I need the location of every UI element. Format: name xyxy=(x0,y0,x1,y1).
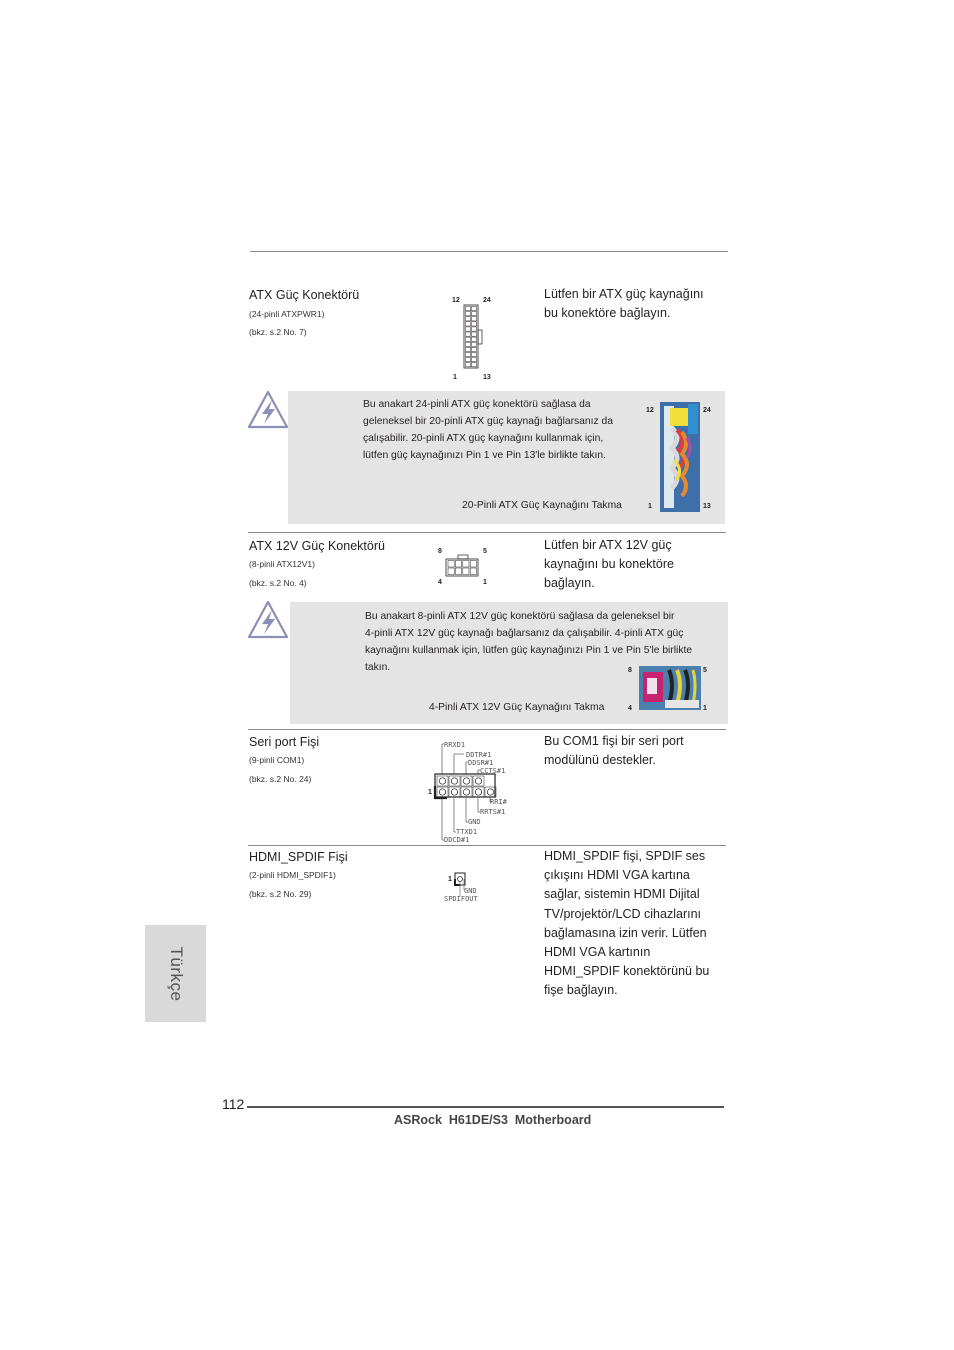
signal-gnd: GND xyxy=(468,818,481,826)
note-line: lütfen güç kaynağınızı Pin 1 ve Pin 13'le birlikte takın. xyxy=(363,450,606,461)
atx-power-description xyxy=(544,285,704,323)
atx-power-subtitle: (24-pinli ATXPWR1) xyxy=(249,309,325,319)
atx-note-text xyxy=(363,396,653,464)
com1-9pin-header-diagram xyxy=(428,738,518,842)
connector-pin xyxy=(472,317,477,321)
connector-pin xyxy=(455,568,461,575)
atx12v-8pin-connector-diagram xyxy=(434,544,494,588)
hdmi-spdif-description xyxy=(544,847,709,1001)
photo-pin-label-1: 1 xyxy=(703,705,707,712)
desc-line: HDMI_SPDIF fişi, SPDIF ses xyxy=(544,849,706,863)
signal-rrts1: RRTS#1 xyxy=(480,808,506,816)
product-name: ASRock H61DE/S3 Motherboard xyxy=(394,1113,592,1127)
connector-pin xyxy=(472,307,477,311)
atx12v-4pin-installation-photo xyxy=(625,662,715,714)
atx-power-reference: (bkz. s.2 No. 7) xyxy=(249,327,307,337)
atx12v-note-caption: 4-Pinli ATX 12V Güç Kaynağını Takma xyxy=(429,702,605,713)
desc-line: fişe bağlayın. xyxy=(544,983,618,998)
desc-line: Lütfen bir ATX güç kaynağını xyxy=(544,287,704,301)
pin-label-8: 8 xyxy=(438,548,442,555)
signal-ddsr1: DDSR#1 xyxy=(468,759,494,767)
connector-pin xyxy=(466,358,471,362)
note-line: çalışabilir. 20-pinli ATX güç kaynağını kullanmak için, xyxy=(363,433,604,444)
connector-pin xyxy=(466,363,471,367)
connector-pin xyxy=(466,342,471,346)
connector-pin-hole xyxy=(463,789,469,795)
atx12v-reference: (bkz. s.2 No. 4) xyxy=(249,578,307,588)
connector-pin xyxy=(466,317,471,321)
photo-pin-label-5: 5 xyxy=(703,667,707,674)
pin-label-1: 1 xyxy=(453,374,457,381)
desc-line: Bu COM1 fişi bir seri port xyxy=(544,734,684,748)
divider xyxy=(248,532,726,533)
note-line: takın. xyxy=(365,662,391,673)
atx-24pin-connector-diagram xyxy=(448,292,498,382)
connector-pin xyxy=(466,352,471,356)
serial-port-description xyxy=(544,732,684,770)
connector-pin xyxy=(472,322,477,326)
desc-line: Lütfen bir ATX 12V güç xyxy=(544,538,672,552)
connector-pin xyxy=(463,568,469,575)
language-tab xyxy=(145,925,206,1022)
desc-line: HDMI_SPDIF konektörünü bu xyxy=(544,964,710,979)
divider xyxy=(248,729,726,730)
connector-pin xyxy=(470,568,476,575)
hdmi-spdif-subtitle: (2-pinli HDMI_SPDIF1) xyxy=(249,870,336,880)
serial-port-title: Seri port Fişi xyxy=(249,735,320,749)
pin-label-1: 1 xyxy=(448,876,452,883)
connector-pin xyxy=(472,358,477,362)
photo-pin-label-8: 8 xyxy=(628,667,632,674)
pin-label-13: 13 xyxy=(483,374,491,381)
photo-pin-label-4: 4 xyxy=(628,705,632,712)
connector-pin-hole xyxy=(439,778,445,784)
connector-pin-hole xyxy=(451,778,457,784)
connector-pin xyxy=(448,568,454,575)
connector-pin xyxy=(466,312,471,316)
serial-port-subtitle: (9-pinli COM1) xyxy=(249,755,305,765)
note-line: Bu anakart 24-pinli ATX güç konektörü sağlasa da xyxy=(363,399,591,410)
connector-pin xyxy=(448,561,454,568)
connector-pin xyxy=(466,337,471,341)
atx-20pin-installation-photo xyxy=(644,398,716,516)
note-line: geleneksel bir 20-pinli ATX güç kaynağı bağlarsanız da xyxy=(363,416,613,427)
signal-rrxd1: RRXD1 xyxy=(444,741,466,749)
warning-icon xyxy=(247,600,289,640)
language-tab-label: Türkçe xyxy=(166,946,186,1001)
divider xyxy=(248,845,726,846)
connector-pin xyxy=(466,347,471,351)
signal-ddtr1: DDTR#1 xyxy=(466,751,492,759)
desc-line: HDMI VGA kartının xyxy=(544,945,651,960)
connector-pin xyxy=(472,337,477,341)
connector-pin xyxy=(466,322,471,326)
connector-pin xyxy=(472,327,477,331)
connector-pin-hole xyxy=(451,789,457,795)
hdmi-spdif-reference: (bkz. s.2 No. 29) xyxy=(249,889,312,899)
hdmi-spdif-title: HDMI_SPDIF Fişi xyxy=(249,850,348,864)
signal-ddcd1: DDCD#1 xyxy=(444,836,470,842)
connector-pin-hole xyxy=(439,789,445,795)
photo-pin-label-12: 12 xyxy=(646,407,654,414)
serial-port-reference: (bkz. s.2 No. 24) xyxy=(249,774,312,784)
desc-line: çıkışını HDMI VGA kartına xyxy=(544,868,690,883)
connector-pin xyxy=(472,342,477,346)
connector-pin xyxy=(472,363,477,367)
connector-pin xyxy=(470,561,476,568)
connector-pin xyxy=(455,561,461,568)
footer-rule xyxy=(247,1106,724,1108)
page-number: 112 xyxy=(222,1096,245,1112)
photo-pin-label-1: 1 xyxy=(648,503,652,510)
photo-pin-label-13: 13 xyxy=(703,503,711,510)
pin-label-1: 1 xyxy=(483,579,487,586)
atx12v-subtitle: (8-pinli ATX12V1) xyxy=(249,559,315,569)
signal-rri: RRI# xyxy=(490,798,507,806)
connector-pin xyxy=(466,332,471,336)
pin-label-12: 12 xyxy=(452,297,460,304)
top-rule xyxy=(250,251,728,252)
connector-pin-hole xyxy=(487,789,493,795)
connector-pin xyxy=(466,327,471,331)
pin-label-24: 24 xyxy=(483,297,491,304)
signal-ccts1: CCTS#1 xyxy=(480,767,506,775)
connector-pin-hole xyxy=(475,778,481,784)
desc-line: bu konektöre bağlayın. xyxy=(544,306,671,321)
desc-line: TV/projektör/LCD cihazlarını xyxy=(544,906,702,921)
desc-line: modülünü destekler. xyxy=(544,753,656,768)
note-line: kaynağını kullanmak için, lütfen güç kaynağınızı Pin 1 ve Pin 5'le birlikte xyxy=(365,645,693,656)
signal-gnd: GND xyxy=(464,887,477,895)
atx12v-description xyxy=(544,536,674,594)
warning-icon xyxy=(247,390,289,430)
atx12v-title: ATX 12V Güç Konektörü xyxy=(249,539,385,553)
pin-label-5: 5 xyxy=(483,548,487,555)
desc-line: bağlamasına izin verir. Lütfen xyxy=(544,925,707,940)
connector-pin xyxy=(463,561,469,568)
atx-note-caption: 20-Pinli ATX Güç Kaynağını Takma xyxy=(462,500,622,511)
desc-line: sağlar, sistemin HDMI Dijital xyxy=(544,887,700,902)
pin-label-1: 1 xyxy=(428,789,432,796)
desc-line: bağlayın. xyxy=(544,576,595,591)
atx-power-title: ATX Güç Konektörü xyxy=(249,288,360,302)
photo-pin-label-24: 24 xyxy=(703,407,711,414)
desc-line: kaynağını bu konektöre xyxy=(544,557,674,572)
connector-pin xyxy=(472,347,477,351)
note-line: 4-pinli ATX 12V güç kaynağı bağlarsanız da çalışabilir. 4-pinli ATX güç xyxy=(365,628,684,639)
connector-pin-hole xyxy=(475,789,481,795)
connector-pin xyxy=(466,307,471,311)
connector-pin xyxy=(472,312,477,316)
note-line: Bu anakart 8-pinli ATX 12V güç konektörü sağlasa da geleneksel bir xyxy=(365,611,675,622)
connector-pin xyxy=(472,332,477,336)
signal-ttxd1: TTXD1 xyxy=(456,828,478,836)
signal-spdifout: SPDIFOUT xyxy=(444,895,478,903)
pin-label-4: 4 xyxy=(438,579,442,586)
hdmi-spdif-2pin-header-diagram xyxy=(442,870,490,904)
connector-pin-hole xyxy=(463,778,469,784)
connector-pin xyxy=(472,352,477,356)
